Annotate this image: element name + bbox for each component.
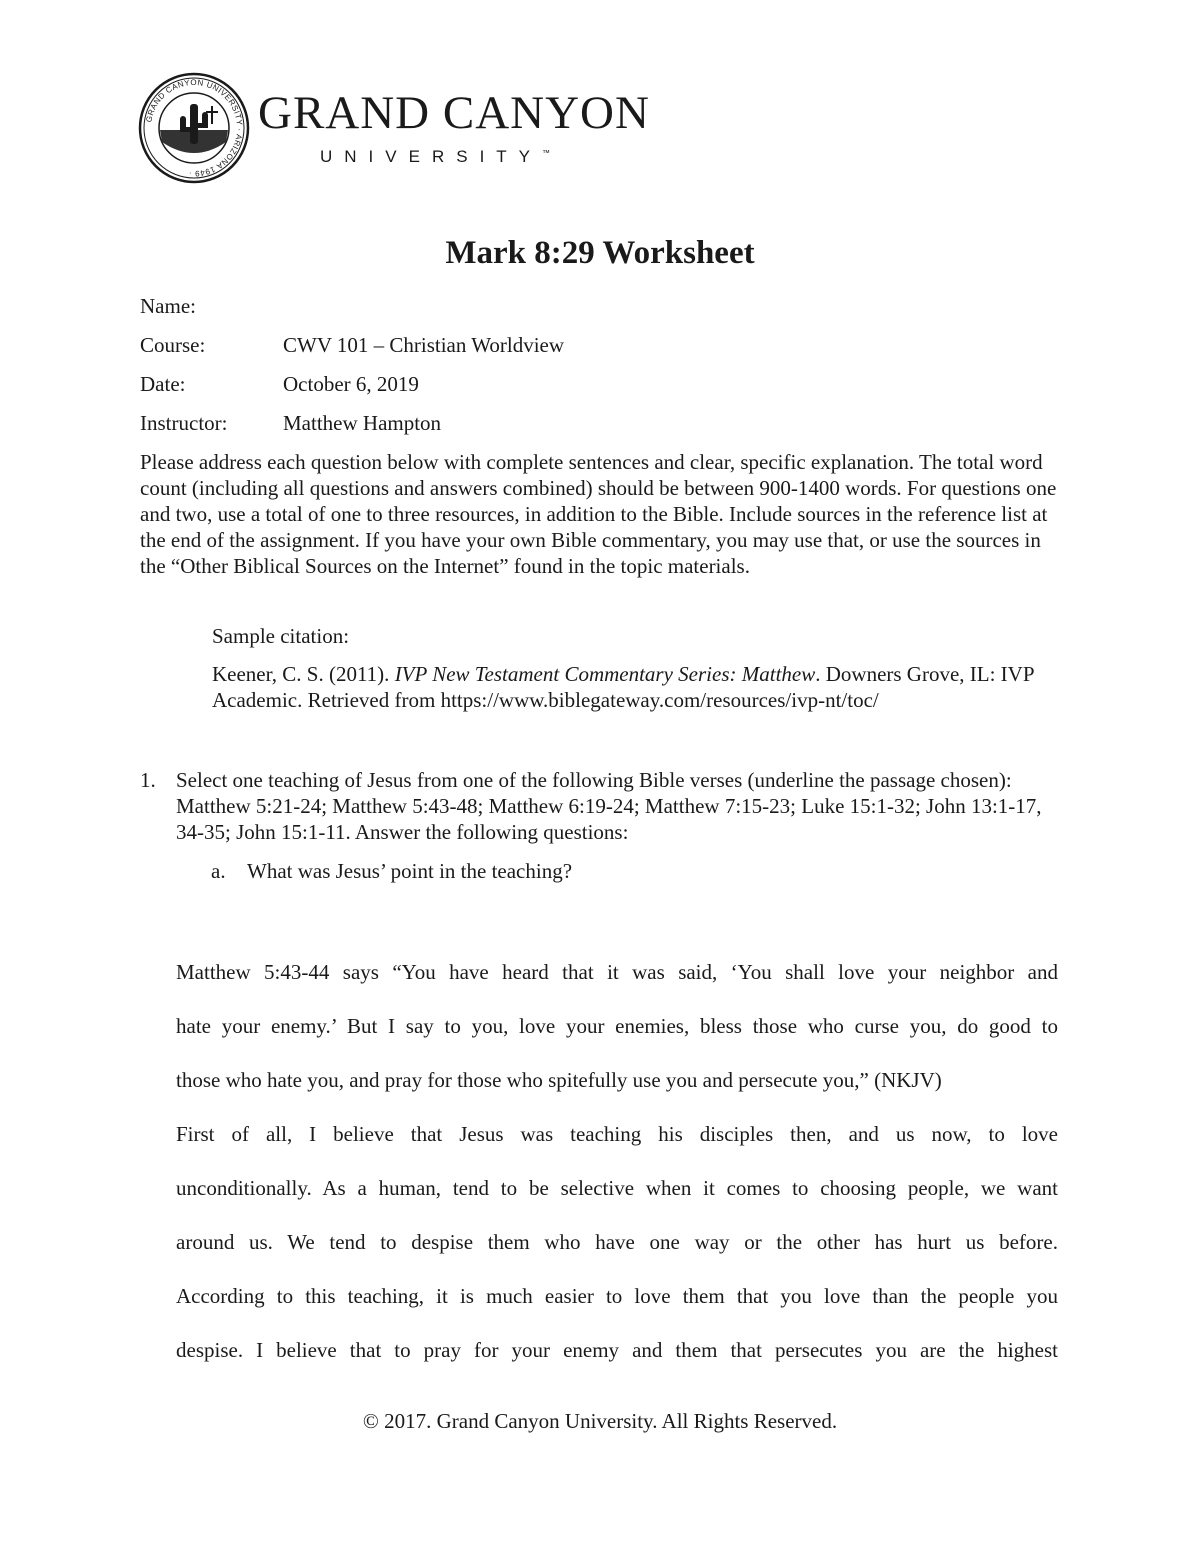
answer-line: hate your enemy.’ But I say to you, love your enemies, bless those who curse you, do good to bbox=[176, 1014, 1058, 1038]
question-text: Select one teaching of Jesus from one of the following Bible verses (underline the passage chosen): Matthew 5:21-24; Matthew 5:43-48; Matthew 6:19-24; Matthew 7:15-23; Luke 15:1-32; John 13:1-17, 34-35; John 15:1-11. Answer the following questions: bbox=[176, 768, 1042, 844]
sample-citation-label: Sample citation: bbox=[212, 624, 350, 648]
citation-work-title: IVP New Testament Commentary Series: Matthew bbox=[394, 662, 816, 686]
answer-line: Matthew 5:43-44 says “You have heard that it was said, ‘You shall love your neighbor and bbox=[176, 960, 1058, 984]
logo-name-line1: GRAND CANYON bbox=[258, 87, 650, 139]
meta-label: Course: bbox=[140, 333, 206, 357]
meta-label: Name: bbox=[140, 294, 196, 318]
question-number: 1. bbox=[140, 768, 156, 792]
answer-line: around us. We tend to despise them who have one way or the other has hurt us before. bbox=[176, 1230, 1058, 1254]
university-seal-icon bbox=[138, 72, 250, 184]
meta-value: October 6, 2019 bbox=[283, 372, 419, 396]
meta-value: Matthew Hampton bbox=[283, 411, 442, 435]
answer-line: According to this teaching, it is much easier to love them that you love than the people you bbox=[176, 1284, 1058, 1308]
meta-label: Instructor: bbox=[140, 411, 228, 435]
sample-citation bbox=[212, 661, 1072, 713]
subquestion-text: What was Jesus’ point in the teaching? bbox=[247, 859, 573, 883]
copyright-footer: © 2017. Grand Canyon University. All Rights Reserved. bbox=[362, 1409, 838, 1433]
svg-text:GRAND CANYON UNIVERSITY · ARIZ: GRAND CANYON UNIVERSITY · ARIZONA 1949 · bbox=[144, 77, 245, 179]
answer-line: unconditionally. As a human, tend to be selective when it comes to choosing people, we want bbox=[176, 1176, 1058, 1200]
trademark-mark: ™ bbox=[542, 148, 551, 158]
logo-name-line2 bbox=[320, 148, 550, 165]
university-logo bbox=[138, 72, 650, 184]
meta-value: CWV 101 – Christian Worldview bbox=[283, 333, 565, 357]
answer-line: First of all, I believe that Jesus was teaching his disciples then, and us now, to love bbox=[176, 1122, 1058, 1146]
instructions-paragraph: Please address each question below with complete sentences and clear, specific explanation. The total word count (including all questions and answers combined) should be between 900-1400 words. For questions one and two, use a total of one to three resources, in addition to the Bible. Include sources in the reference list at the end of the assignment. If you have your own Bible commentary, you may use that, or use the sources in the “Other Biblical Sources on the Internet” found in the topic materials. bbox=[140, 450, 1057, 578]
logo-university-text: UNIVERSITY bbox=[320, 147, 543, 166]
meta-label: Date: bbox=[140, 372, 186, 396]
subquestion-letter: a. bbox=[211, 859, 226, 883]
answer-line: those who hate you, and pray for those who spitefully use you and persecute you,” (NKJV) bbox=[176, 1068, 942, 1092]
citation-authors: Keener, C. S. (2011). bbox=[212, 662, 395, 686]
page-title: Mark 8:29 Worksheet bbox=[445, 235, 755, 271]
answer-line: despise. I believe that to pray for your enemy and them that persecutes you are the highest bbox=[176, 1338, 1058, 1362]
citation-publisher: . Downers Grove, IL: IVP Academic. Retrieved from https://www.biblegateway.com/resources/ivp-nt/toc/ bbox=[212, 662, 1034, 712]
answer-block bbox=[176, 945, 1058, 1377]
